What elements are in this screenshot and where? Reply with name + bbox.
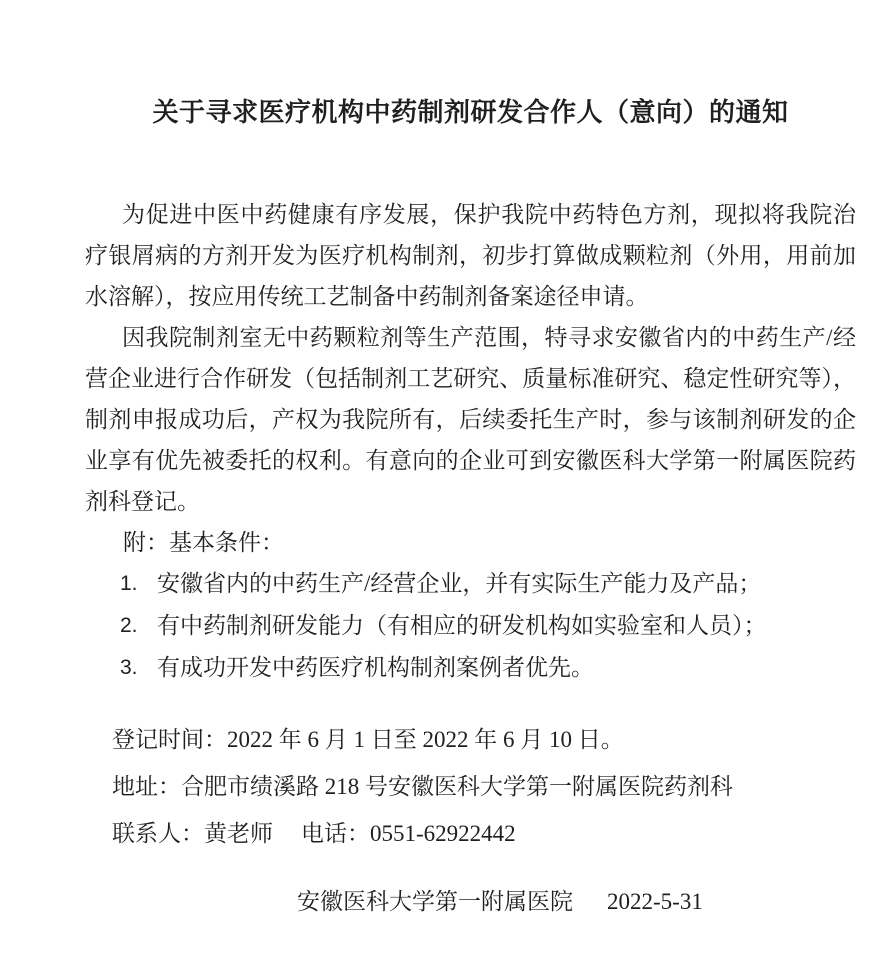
conditions-list: [120, 563, 856, 689]
contact-phone: 电话：0551-62922442: [301, 821, 516, 846]
paragraph-cooperation: 因我院制剂室无中药颗粒剂等生产范围，特寻求安徽省内的中药生产/经营企业进行合作研发（包括制剂工艺研究、质量标准研究、稳定性研究等），制剂申报成功后，产权为我院所有，后续委托生产时，参与该制剂研发的企业享有优先被委托的权利。有意向的企业可到安徽医科大学第一附属医院药剂科登记。: [85, 325, 856, 514]
list-item: [120, 563, 856, 605]
contact-person: 联系人：黄老师: [112, 821, 273, 846]
attachment-heading: 附：基本条件：: [123, 530, 284, 555]
signature-date: 2022-5-31: [607, 889, 703, 914]
document-body: [85, 194, 856, 923]
list-item-number: 1.: [120, 572, 138, 595]
signature-org: 安徽医科大学第一附属医院: [297, 889, 573, 914]
paragraph-intro: 为促进中医中药健康有序发展，保护我院中药特色方剂，现拟将我院治疗银屑病的方剂开发为医疗机构制剂，初步打算做成颗粒剂（外用，用前加水溶解），按应用传统工艺制备中药制剂备案途径申请。: [85, 202, 856, 309]
registration-time-line: 登记时间：2022 年 6 月 1 日至 2022 年 6 月 10 日。: [112, 727, 624, 752]
blank-line: [85, 857, 856, 881]
blank-line: [85, 689, 856, 716]
list-item-number: 2.: [120, 614, 138, 637]
contact-line: [85, 810, 856, 857]
list-item-number: 3.: [120, 656, 138, 679]
address-line: 地址：合肥市绩溪路 218 号安徽医科大学第一附属医院药剂科: [112, 774, 733, 799]
list-item-text: 有中药制剂研发能力（有相应的研发机构如实验室和人员）；: [157, 613, 767, 638]
list-item-text: 安徽省内的中药生产/经营企业，并有实际生产能力及产品；: [157, 571, 762, 596]
list-item-text: 有成功开发中药医疗机构制剂案例者优先。: [157, 655, 594, 680]
list-item: [120, 605, 856, 647]
document-title: 关于寻求医疗机构中药制剂研发合作人（意向）的通知: [152, 98, 789, 127]
signature-line: [85, 881, 856, 923]
list-item: [120, 647, 856, 689]
